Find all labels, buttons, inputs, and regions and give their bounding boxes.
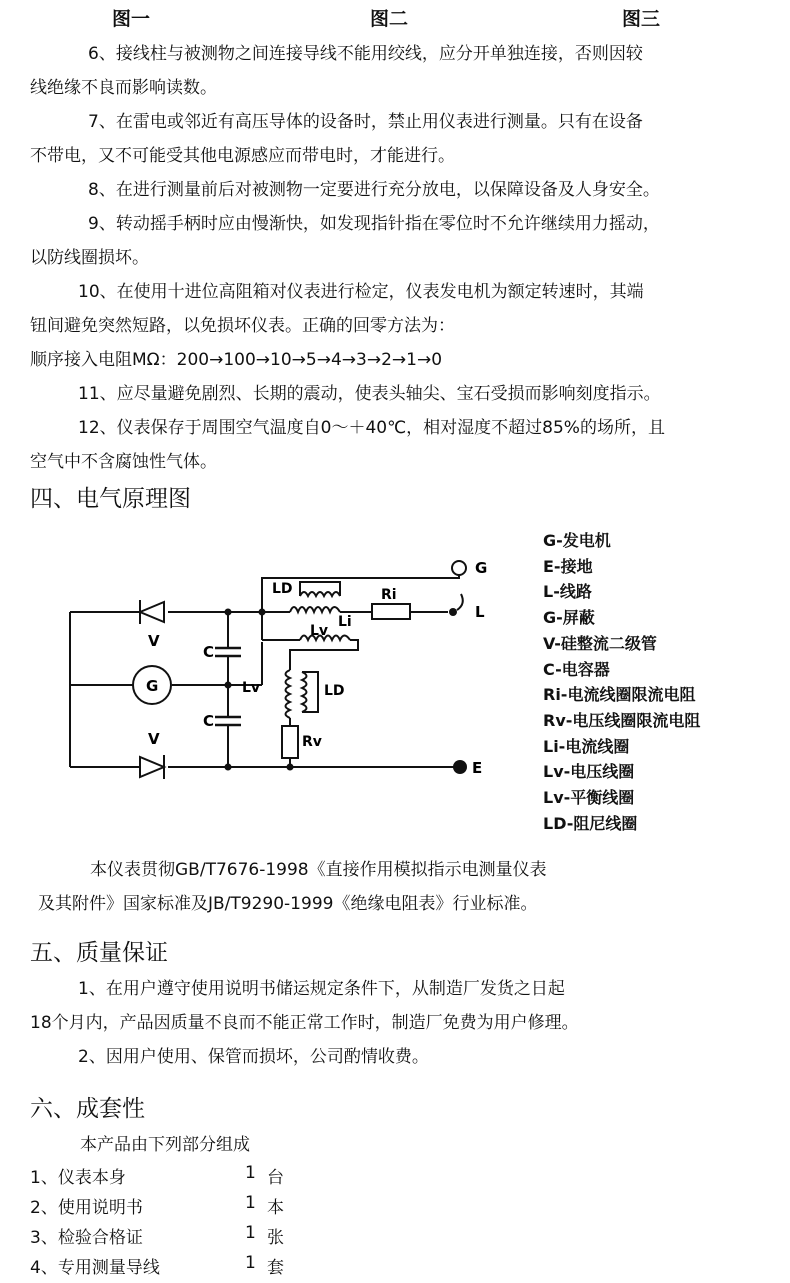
rv-resistor (282, 726, 298, 758)
warranty-line-1: 1、在用户遵守使用说明书储运规定条件下，从制造厂发货之日起 (78, 979, 565, 999)
note-12-line-1: 12、仪表保存于周围空气温度自0～＋40℃，相对湿度不超过85%的场所，且 (78, 418, 665, 438)
kit-item-unit: 张 (267, 1228, 284, 1248)
diode-bottom (140, 755, 164, 779)
kit-item-unit: 套 (267, 1258, 284, 1278)
l-terminal-dot (449, 608, 457, 616)
label-cap-top: C (203, 643, 215, 661)
kit-item-unit: 台 (267, 1168, 284, 1188)
diode-top (140, 600, 164, 624)
section-6-title: 六、成套性 (30, 1096, 145, 1122)
legend-item: Li-电流线圈 (543, 736, 630, 756)
note-10-sequence: 顺序接入电阻MΩ：200→100→10→5→4→3→2→1→0 (30, 350, 443, 370)
lv-vertical-coil (286, 670, 291, 718)
figure-label-3: 图三 (622, 8, 661, 30)
ld-top-coil (300, 592, 340, 596)
circuit-diagram (0, 520, 540, 780)
section-4-title: 四、电气原理图 (30, 486, 191, 512)
label-l-terminal: L (475, 603, 485, 621)
note-9-line-1: 9、转动摇手柄时应由慢渐快，如发现指针指在零位时不允许继续用力摇动， (88, 214, 660, 234)
legend-item: G-屏蔽 (543, 608, 595, 628)
label-lv-left: Lv (242, 680, 261, 696)
label-rv: Rv (302, 734, 322, 750)
legend-item: E-接地 (543, 556, 593, 576)
kit-item-qty: 1 (245, 1193, 256, 1213)
note-7-line-1: 7、在雷电或邻近有高压导体的设备时，禁止用仪表进行测量。只有在设备 (88, 112, 643, 132)
note-10-line-1: 10、在使用十进位高阻箱对仪表进行检定，仪表发电机为额定转速时，其端 (78, 282, 644, 302)
note-6-line-1: 6、接线柱与被测物之间连接导线不能用绞线，应分开单独连接，否则因较 (88, 44, 643, 64)
section-5-title: 五、质量保证 (30, 940, 168, 966)
g-terminal (452, 561, 466, 575)
warranty-line-2: 18个月内，产品因质量不良而不能正常工作时，制造厂免费为用户修理。 (30, 1013, 579, 1033)
label-diode-bottom: V (148, 730, 160, 748)
notes-section (30, 37, 760, 479)
kit-item-name: 3、检验合格证 (30, 1228, 143, 1248)
figure-label-1: 图一 (112, 8, 151, 30)
legend-item: LD-阻尼线圈 (543, 813, 638, 833)
label-diode-top: V (148, 632, 160, 650)
capacitor-top (215, 648, 241, 656)
legend-item: V-硅整流二级管 (543, 633, 657, 653)
standard-statement (30, 853, 547, 921)
note-6-line-2: 线绝缘不良而影响读数。 (30, 78, 217, 98)
legend-item: Lv-平衡线圈 (543, 788, 635, 808)
kit-item-qty: 1 (245, 1163, 256, 1183)
note-11: 11、应尽量避免剧烈、长期的震动，使表头轴尖、宝石受损而影响刻度指示。 (78, 384, 661, 404)
note-8: 8、在进行测量前后对被测物一定要进行充分放电，以保障设备及人身安全。 (88, 180, 660, 200)
kit-intro: 本产品由下列部分组成 (80, 1135, 250, 1155)
warranty-line-3: 2、因用户使用、保管而损坏，公司酌情收费。 (78, 1047, 429, 1067)
legend-item: Rv-电压线圈限流电阻 (543, 710, 701, 730)
ld-right-coil (302, 672, 307, 712)
legend-item: C-电容器 (543, 659, 610, 679)
kit-item-name: 4、专用测量导线 (30, 1258, 160, 1278)
kit-item-name: 1、仪表本身 (30, 1168, 126, 1188)
label-cap-bottom: C (203, 712, 215, 730)
label-ri: Ri (381, 587, 397, 603)
label-e-terminal: E (472, 759, 483, 777)
capacitor-bottom (215, 717, 241, 725)
legend-item: L-线路 (543, 582, 592, 602)
note-9-line-2: 以防线圈损坏。 (30, 248, 149, 268)
kit-item-name: 2、使用说明书 (30, 1198, 143, 1218)
standard-line-2: 及其附件》国家标准及JB/T9290-1999《绝缘电阻表》行业标准。 (38, 894, 538, 914)
legend-item: Lv-电压线圈 (543, 762, 635, 782)
note-7-line-2: 不带电，又不可能受其他电源感应而带电时，才能进行。 (30, 146, 455, 166)
note-12-line-2: 空气中不含腐蚀性气体。 (30, 452, 217, 472)
note-10-line-2: 钮间避免突然短路，以免损坏仪表。正确的回零方法为： (30, 316, 455, 336)
label-lv-balance: Lv (310, 623, 329, 639)
standard-line-1: 本仪表贯彻GB/T7676-1998《直接作用模拟指示电测量仪表 (90, 860, 547, 880)
label-g-terminal: G (475, 559, 488, 577)
ri-resistor (372, 604, 410, 619)
kit-item-qty: 1 (245, 1223, 256, 1243)
li-coil (290, 607, 340, 612)
label-generator: G (146, 677, 159, 695)
circuit-legend (543, 528, 700, 836)
figure-label-2: 图二 (370, 8, 409, 30)
warranty-section (30, 972, 760, 1074)
l-terminal-hook (457, 594, 463, 610)
kit-item-unit: 本 (267, 1198, 284, 1218)
label-ld-top: LD (272, 581, 293, 597)
kit-item-qty: 1 (245, 1253, 256, 1273)
label-li: Li (338, 614, 352, 630)
e-terminal (453, 760, 467, 774)
lv-balance-wire (262, 640, 358, 670)
label-ld-right: LD (324, 683, 345, 699)
legend-item: Ri-电流线圈限流电阻 (543, 685, 696, 705)
figure-labels (0, 4, 790, 34)
legend-item: G-发电机 (543, 531, 611, 550)
